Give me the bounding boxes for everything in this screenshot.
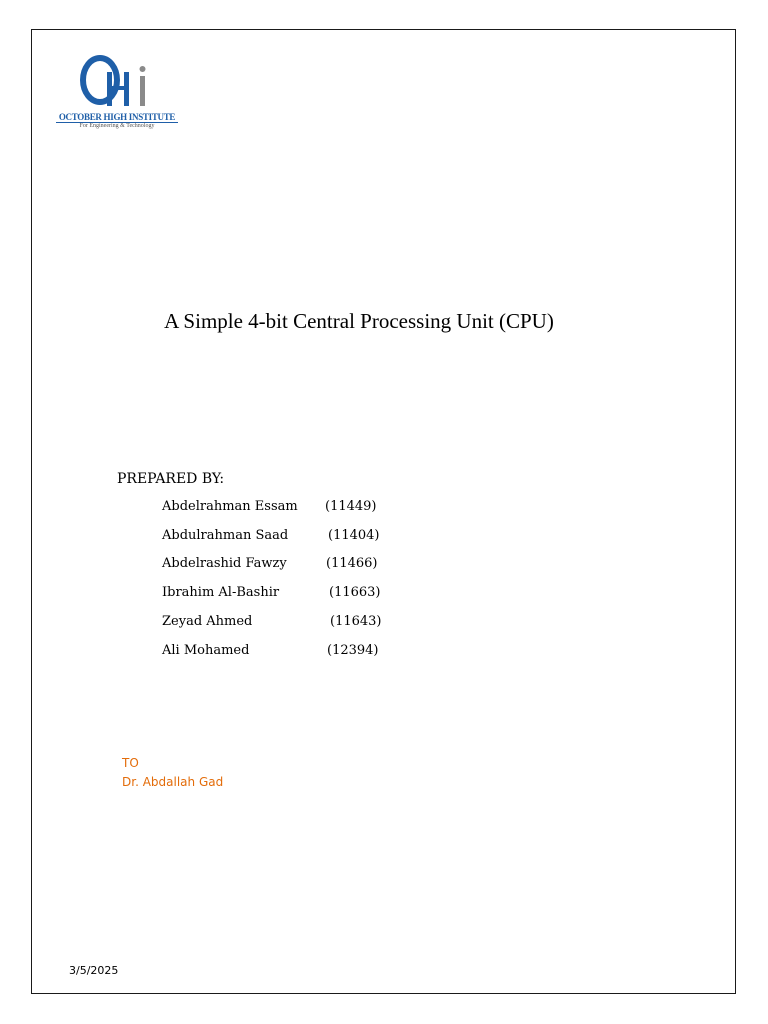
- member-name: Ibrahim Al-Bashir: [162, 585, 280, 600]
- member-name: Abdelrahman Essam: [162, 499, 298, 514]
- institute-logo: [56, 48, 178, 134]
- addressee-name: Dr. Abdallah Gad: [122, 775, 224, 789]
- member-id: (12394): [327, 643, 379, 658]
- institute-name: OCTOBER HIGH INSTITUTE: [56, 112, 178, 123]
- member-name: Abdulrahman Saad: [162, 528, 289, 543]
- prepared-by-heading: PREPARED BY:: [117, 471, 225, 487]
- addressee-label: TO: [122, 756, 139, 770]
- document-date: 3/5/2025: [69, 964, 119, 977]
- member-name: Zeyad Ahmed: [162, 614, 253, 629]
- member-name: Abdelrashid Fawzy: [162, 556, 287, 571]
- member-name: Ali Mohamed: [162, 643, 250, 658]
- member-id: (11643): [330, 614, 382, 629]
- institute-emblem-icon: [56, 48, 178, 112]
- institute-tagline: For Engineering & Technology: [79, 123, 155, 129]
- member-id: (11404): [328, 528, 380, 543]
- member-id: (11449): [325, 499, 377, 514]
- member-id: (11466): [326, 556, 378, 571]
- member-id: (11663): [329, 585, 381, 600]
- document-title: A Simple 4-bit Central Processing Unit (CPU): [164, 309, 554, 333]
- page-border: [31, 29, 736, 994]
